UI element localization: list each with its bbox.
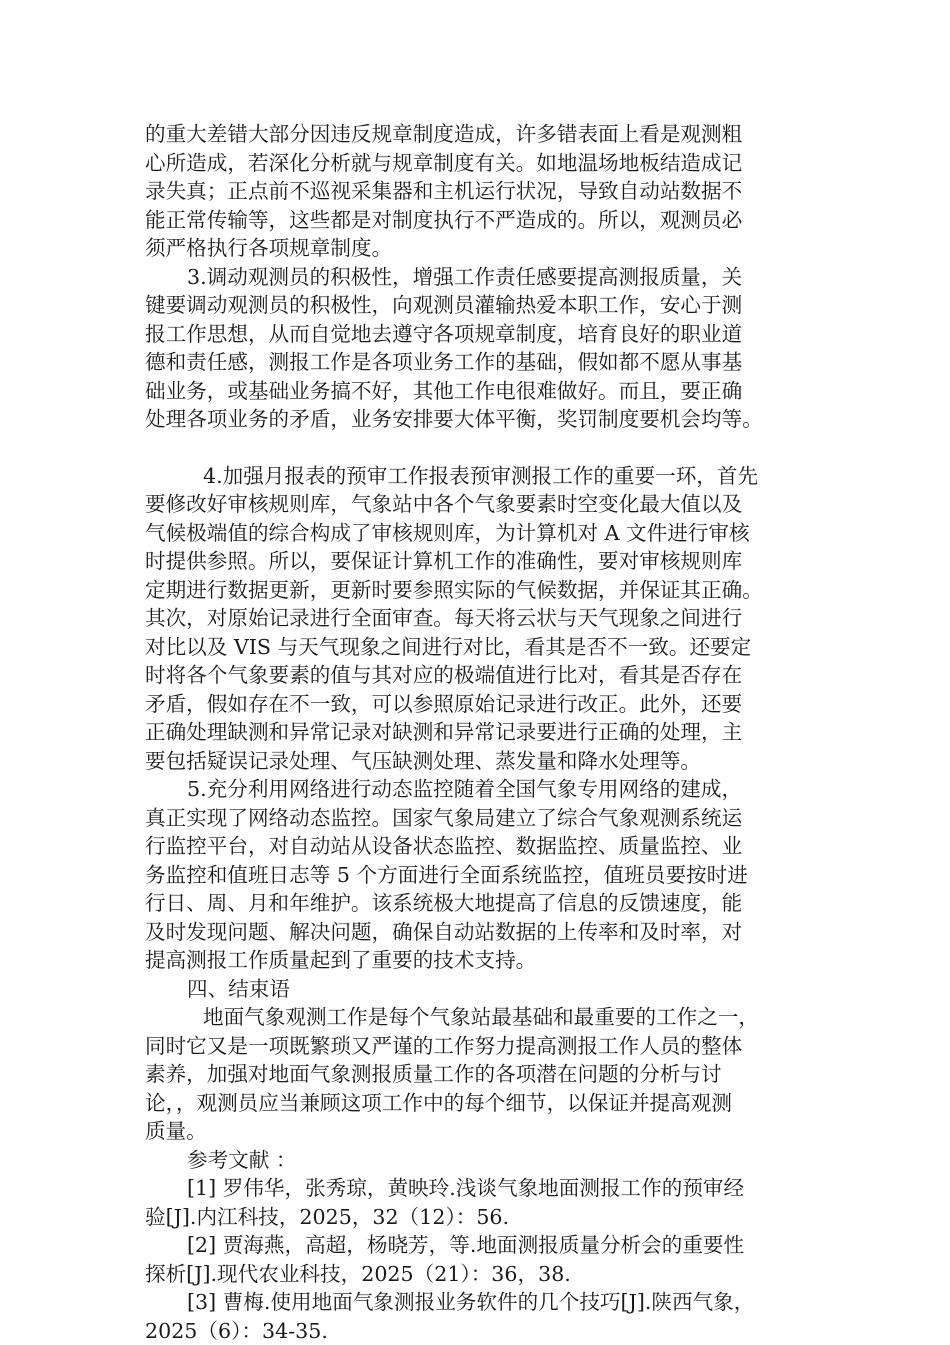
paragraph-p-references-heading <box>145 1146 805 1175</box>
text-line: 处理各项业务的矛盾，业务安排要大体平衡，奖罚制度要机会均等。 <box>145 405 805 434</box>
text-line: [1] 罗伟华，张秀琼，黄映玲.浅谈气象地面测报工作的预审经 <box>145 1174 805 1203</box>
text-line: 须严格执行各项规章制度。 <box>145 234 805 263</box>
text-line: 气候极端值的综合构成了审核规则库，为计算机对 A 文件进行审核 <box>145 519 805 548</box>
text-line: 行日、周、月和年维护。该系统极大地提高了信息的反馈速度，能 <box>145 889 805 918</box>
text-line: 2025（6）：34-35. <box>145 1317 805 1345</box>
paragraph-p-conclusion <box>145 1003 805 1146</box>
text-line: 3.调动观测员的积极性，增强工作责任感要提高测报质量，关 <box>145 263 805 292</box>
text-line: 时将各个气象要素的值与其对应的极端值进行比对，看其是否存在 <box>145 661 805 690</box>
text-line: 能正常传输等，这些都是对制度执行不严造成的。所以，观测员必 <box>145 206 805 235</box>
text-line: 及时发现问题、解决问题，确保自动站数据的上传率和及时率，对 <box>145 918 805 947</box>
paragraph-p-section3 <box>145 263 805 434</box>
text-line: 要修改好审核规则库，气象站中各个气象要素时空变化最大值以及 <box>145 490 805 519</box>
text-line: 4.加强月报表的预审工作报表预审测报工作的重要一环，首先 <box>145 462 805 491</box>
text-line: 德和责任感，测报工作是各项业务工作的基础，假如都不愿从事基 <box>145 348 805 377</box>
text-line: 键要调动观测员的积极性，向观测员灌输热爱本职工作，安心于测 <box>145 291 805 320</box>
text-line: 录失真；正点前不巡视采集器和主机运行状况，导致自动站数据不 <box>145 177 805 206</box>
text-line: 时提供参照。所以，要保证计算机工作的准确性，要对审核规则库 <box>145 547 805 576</box>
text-line: 矛盾，假如存在不一致，可以参照原始记录进行改正。此外，还要 <box>145 690 805 719</box>
paragraph-p-continued <box>145 120 805 263</box>
text-line: 的重大差错大部分因违反规章制度造成，许多错表面上看是观测粗 <box>145 120 805 149</box>
text-line: 定期进行数据更新，更新时要参照实际的气候数据，并保证其正确。 <box>145 576 805 605</box>
text-line: 真正实现了网络动态监控。国家气象局建立了综合气象观测系统运 <box>145 804 805 833</box>
paragraph-p-section5 <box>145 775 805 975</box>
text-line: 要包括疑误记录处理、气压缺测处理、蒸发量和降水处理等。 <box>145 747 805 776</box>
text-line: 础业务，或基础业务搞不好，其他工作电很难做好。而且，要正确 <box>145 377 805 406</box>
text-line: 参考文献 ： <box>145 1146 805 1175</box>
text-line: 行监控平台，对自动站从设备状态监控、数据监控、质量监控、业 <box>145 832 805 861</box>
text-line: 探析[J].现代农业科技，2025（21）：36，38. <box>145 1260 805 1289</box>
document-page <box>145 120 805 1345</box>
text-line: 报工作思想，从而自觉地去遵守各项规章制度，培育良好的职业道 <box>145 320 805 349</box>
text-line: 对比以及 VIS 与天气现象之间进行对比，看其是否不一致。还要定 <box>145 633 805 662</box>
text-line: 正确处理缺测和异常记录对缺测和异常记录要进行正确的处理，主 <box>145 718 805 747</box>
text-line: 地面气象观测工作是每个气象站最基础和最重要的工作之一， <box>145 1003 805 1032</box>
text-line: [2] 贾海燕，高超，杨晓芳，等.地面测报质量分析会的重要性 <box>145 1231 805 1260</box>
text-line: 同时它又是一项既繁琐又严谨的工作努力提高测报工作人员的整体 <box>145 1032 805 1061</box>
text-line: [3] 曹梅.使用地面气象测报业务软件的几个技巧[J].陕西气象， <box>145 1288 805 1317</box>
paragraph-p-ref-2 <box>145 1231 805 1288</box>
text-line: 素养，加强对地面气象测报质量工作的各项潜在问题的分析与讨 <box>145 1060 805 1089</box>
paragraph-p-ref-3 <box>145 1288 805 1345</box>
text-line: 质量。 <box>145 1117 805 1146</box>
text-line: 务监控和值班日志等 5 个方面进行全面系统监控，值班员要按时进 <box>145 861 805 890</box>
paragraph-p-heading-conclusion <box>145 975 805 1004</box>
text-line: 论，，观测员应当兼顾这项工作中的每个细节，以保证并提高观测 <box>145 1089 805 1118</box>
paragraph-p-ref-1 <box>145 1174 805 1231</box>
text-line: 提高测报工作质量起到了重要的技术支持。 <box>145 946 805 975</box>
text-line: 四、结束语 <box>145 975 805 1004</box>
text-line: 5.充分利用网络进行动态监控随着全国气象专用网络的建成， <box>145 775 805 804</box>
paragraph-p-section4 <box>145 462 805 776</box>
text-line: 验[J].内江科技，2025，32（12）：56. <box>145 1203 805 1232</box>
text-line: 心所造成，若深化分析就与规章制度有关。如地温场地板结造成记 <box>145 149 805 178</box>
text-line: 其次，对原始记录进行全面审查。每天将云状与天气现象之间进行 <box>145 604 805 633</box>
